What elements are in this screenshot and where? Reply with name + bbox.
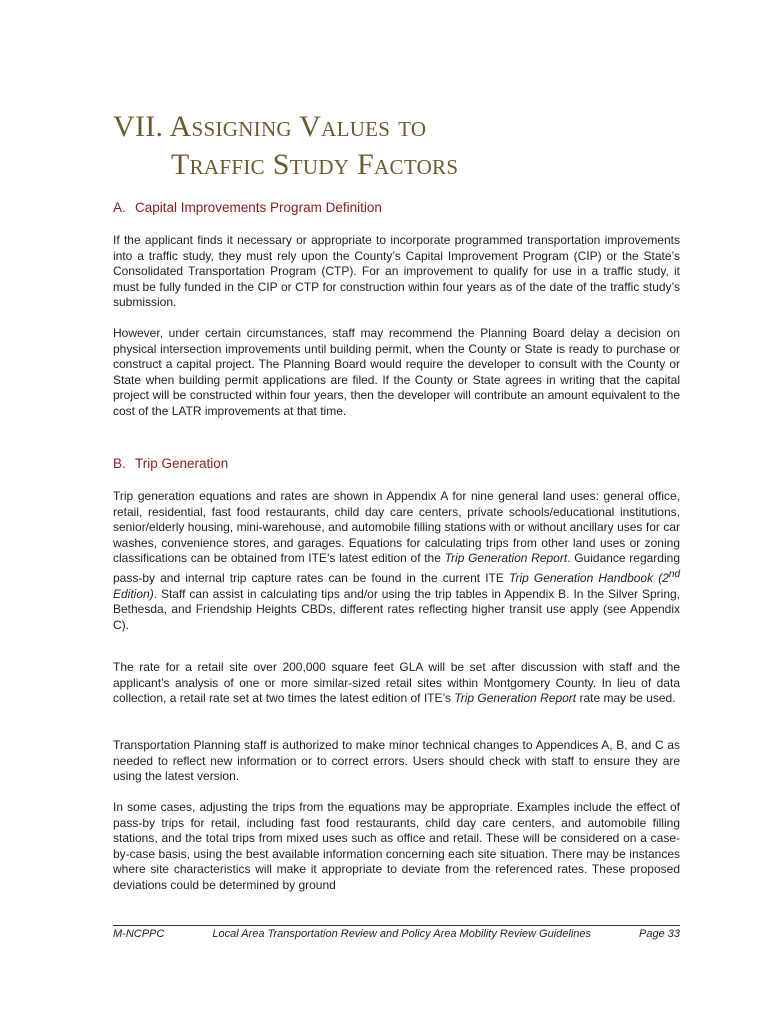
p1-text-c: . Staff can assist in calculating tips and/or using the trip tables in Appendix B. In the Silver Spring, Bethesda, and Friendship Heights CBDs, different rates reflecting higher transit use apply (see Appendix C). <box>113 586 680 632</box>
chapter-title-line1: Assigning Values to <box>169 110 427 143</box>
section-a-paragraph-2: However, under certain circumstances, staff may recommend the Planning Board delay a decision on physical intersection improvements until building permit, when the County or State is ready to purchase or construct a capital project. The Planning Board would require the developer to consult with the County or State when building permit applications are filed. If the County or State agrees in writing that the capital project will be constructed within four years, then the developer will contribute an amount equivalent to the cost of the LATR improvements at that time. <box>113 326 680 418</box>
chapter-title-line2: Traffic Study Factors <box>171 148 459 181</box>
p1-handbook-edition: Edition) <box>113 586 154 601</box>
chapter-title <box>113 108 680 184</box>
footer-organization: M-NCPPC <box>113 928 165 940</box>
section-b-paragraph-4: In some cases, adjusting the trips from the equations may be appropriate. Examples include the effect of pass-by trips for retail, including fast food restaurants, child day care centers, and automobile filling stations, and the total trips from mixed uses such as office and retail. These will be considered on a case-by-case basis, using the best available information concerning each site situation. There may be instances where site characteristics will make it appropriate to deviate from the referenced rates. These proposed deviations could be determined by ground <box>113 800 680 892</box>
section-b-paragraph-2 <box>113 660 680 707</box>
p1-handbook-sup: nd <box>668 568 681 580</box>
section-b-paragraph-1 <box>113 489 680 633</box>
p2-text-b: rate may be used. <box>576 691 676 706</box>
page-footer <box>113 928 680 940</box>
section-a-heading <box>113 200 382 215</box>
p1-citation-report: Trip Generation Report <box>444 551 568 566</box>
section-b-letter: B. <box>113 456 126 471</box>
p2-text-a: The rate for a retail site over 200,000 square feet GLA will be set after discussion with staff and the applicant’s analysis of one or more similar-sized retail sites within Montgomery County. In lieu of data collection, a retail rate set at two times the latest edition of ITE’s <box>113 660 680 706</box>
section-a-paragraph-1: If the applicant finds it necessary or appropriate to incorporate programmed transportation improvements into a traffic study, they must rely upon the County’s Capital Improvement Program (CIP) or the State’s Consolidated Transportation Program (CTP). For an improvement to qualify for use in a traffic study, it must be fully funded in the CIP or CTP for construction within four years as of the date of the traffic study’s submission. <box>113 233 680 310</box>
section-a-letter: A. <box>113 200 126 215</box>
section-b-title: Trip Generation <box>135 456 229 471</box>
p2-citation-report: Trip Generation Report <box>454 691 577 706</box>
document-page <box>113 0 680 1024</box>
chapter-number: VII. <box>113 110 164 143</box>
section-a-title: Capital Improvements Program Definition <box>135 200 382 215</box>
footer-divider <box>113 925 680 926</box>
p1-text-a: Trip generation equations and rates are shown in Appendix A for nine general land uses: general office, retail, residential, fast food restaurants, child day care centers, private schools/educational institutions, senior/elderly housing, mini-warehouse, and automobile filling stations with or without ancillary uses for car washes, convenience stores, and garages. Equations for calculating trips from other land uses or zoning classifications can be obtained from ITE’s latest edition of the <box>113 489 680 566</box>
section-b-heading <box>113 456 228 471</box>
footer-page-number: Page 33 <box>639 928 680 940</box>
section-b-paragraph-3: Transportation Planning staff is authorized to make minor technical changes to Appendices A, B, and C as needed to reflect new information or to correct errors. Users should check with staff to ensure they are using the latest version. <box>113 738 680 784</box>
footer-document-title: Local Area Transportation Review and Policy Area Mobility Review Guidelines <box>212 928 592 940</box>
p1-text-b: . Guidance regarding pass-by and internal trip capture rates can be found in the current ITE <box>113 551 680 585</box>
p1-handbook-title: Trip Generation Handbook (2 <box>509 570 669 585</box>
